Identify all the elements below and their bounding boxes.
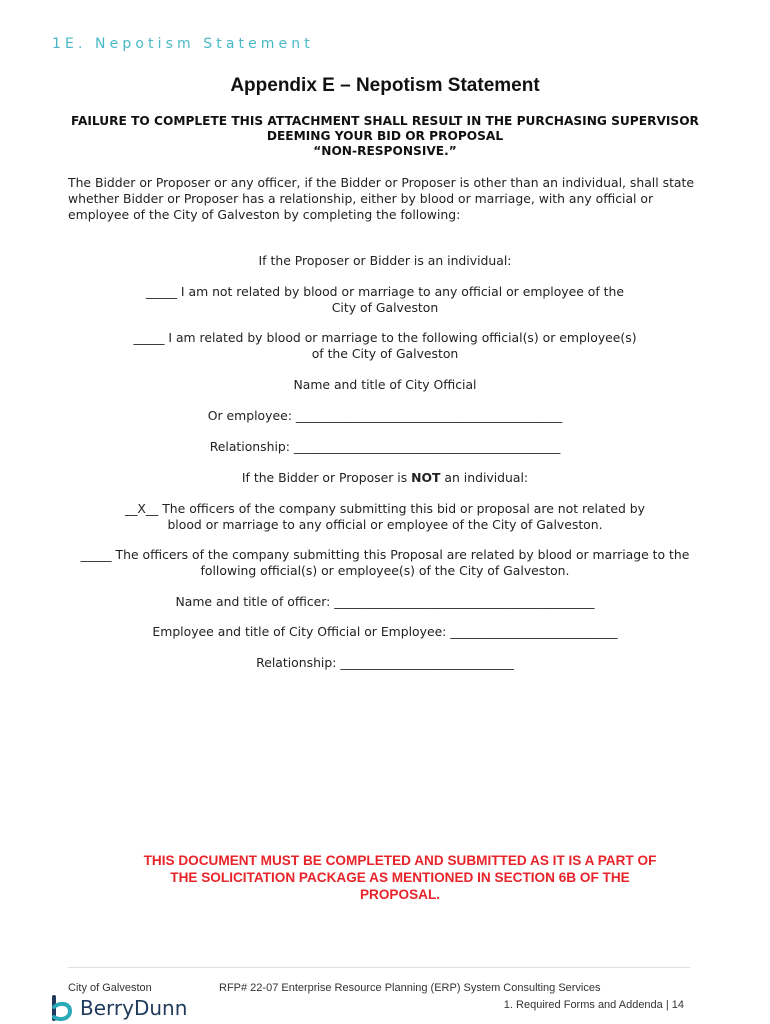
footer-organization: City of Galveston <box>68 982 152 994</box>
warning-bottom-line-2: THE SOLICITATION PACKAGE AS MENTIONED IN SECTION 6B OF THE <box>170 870 630 885</box>
company-option-not-related-line-2: blood or marriage to any official or employee of the City of Galveston. <box>167 516 603 532</box>
relationship-field-company: Relationship: ____________________________ <box>256 655 514 670</box>
footer-rfp-title: RFP# 22-07 Enterprise Resource Planning (ERP) System Consulting Services <box>219 982 601 994</box>
warning-bottom-line-1: THIS DOCUMENT MUST BE COMPLETED AND SUBMITTED AS IT IS A PART OF <box>143 853 657 868</box>
footer-divider <box>68 967 690 968</box>
company-option-related <box>40 547 730 579</box>
individual-option-related-line-1: _____ I am related by blood or marriage to the following official(s) or employee(s) <box>133 330 637 345</box>
warning-top-line-3: “NON-RESPONSIVE.” <box>313 144 457 158</box>
warning-top <box>60 114 710 159</box>
section-header: 1E. Nepotism Statement <box>52 36 314 52</box>
employee-field: Or employee: ___________________________________________ <box>207 408 563 423</box>
individual-option-related <box>60 330 710 362</box>
individual-option-not-related <box>60 284 710 316</box>
not-individual-heading-pre: If the Bidder or Proposer is <box>241 470 412 485</box>
relationship-field-individual: Relationship: ___________________________________________ <box>209 439 561 454</box>
individual-option-not-related-line-1: _____ I am not related by blood or marriage to any official or employee of the <box>145 284 625 299</box>
city-official-label: Name and title of City Official <box>293 377 477 392</box>
warning-top-line-1: FAILURE TO COMPLETE THIS ATTACHMENT SHALL RESULT IN THE PURCHASING SUPERVISOR <box>71 114 699 128</box>
warning-bottom <box>100 852 700 903</box>
employee-title-field: Employee and title of City Official or Employee: ___________________________ <box>152 624 618 639</box>
warning-bottom-line-3: PROPOSAL. <box>359 887 441 902</box>
individual-option-related-line-2: of the City of Galveston <box>311 345 459 361</box>
footer-page-number: 1. Required Forms and Addenda | 14 <box>503 999 684 1011</box>
berrydunn-logo-icon <box>50 995 76 1023</box>
company-option-related-line-2: following official(s) or employee(s) of the City of Galveston. <box>200 562 570 578</box>
intro-paragraph: The Bidder or Proposer or any officer, if the Bidder or Proposer is other than an individual, shall state whether Bidder or Proposer has a relationship, either by blood or marriage, with any official or employee of the City of Galveston by completing the following: <box>68 175 694 222</box>
berrydunn-logo-text: BerryDunn <box>80 996 188 1020</box>
individual-option-not-related-line-2: City of Galveston <box>331 299 439 315</box>
company-option-related-line-1: _____ The officers of the company submitting this Proposal are related by blood or marriage to the <box>80 547 690 562</box>
officer-field: Name and title of officer: __________________________________________ <box>175 594 595 609</box>
individual-heading: If the Proposer or Bidder is an individual: <box>258 253 512 268</box>
not-individual-heading <box>60 470 710 486</box>
company-option-not-related-line-1: __X__ The officers of the company submitting this bid or proposal are not related by <box>125 501 645 516</box>
not-individual-heading-bold: NOT <box>411 470 441 485</box>
warning-top-line-2: DEEMING YOUR BID OR PROPOSAL <box>266 129 504 143</box>
page-title: Appendix E – Nepotism Statement <box>230 75 540 96</box>
company-option-not-related <box>60 501 710 533</box>
not-individual-heading-post: an individual: <box>440 470 529 485</box>
